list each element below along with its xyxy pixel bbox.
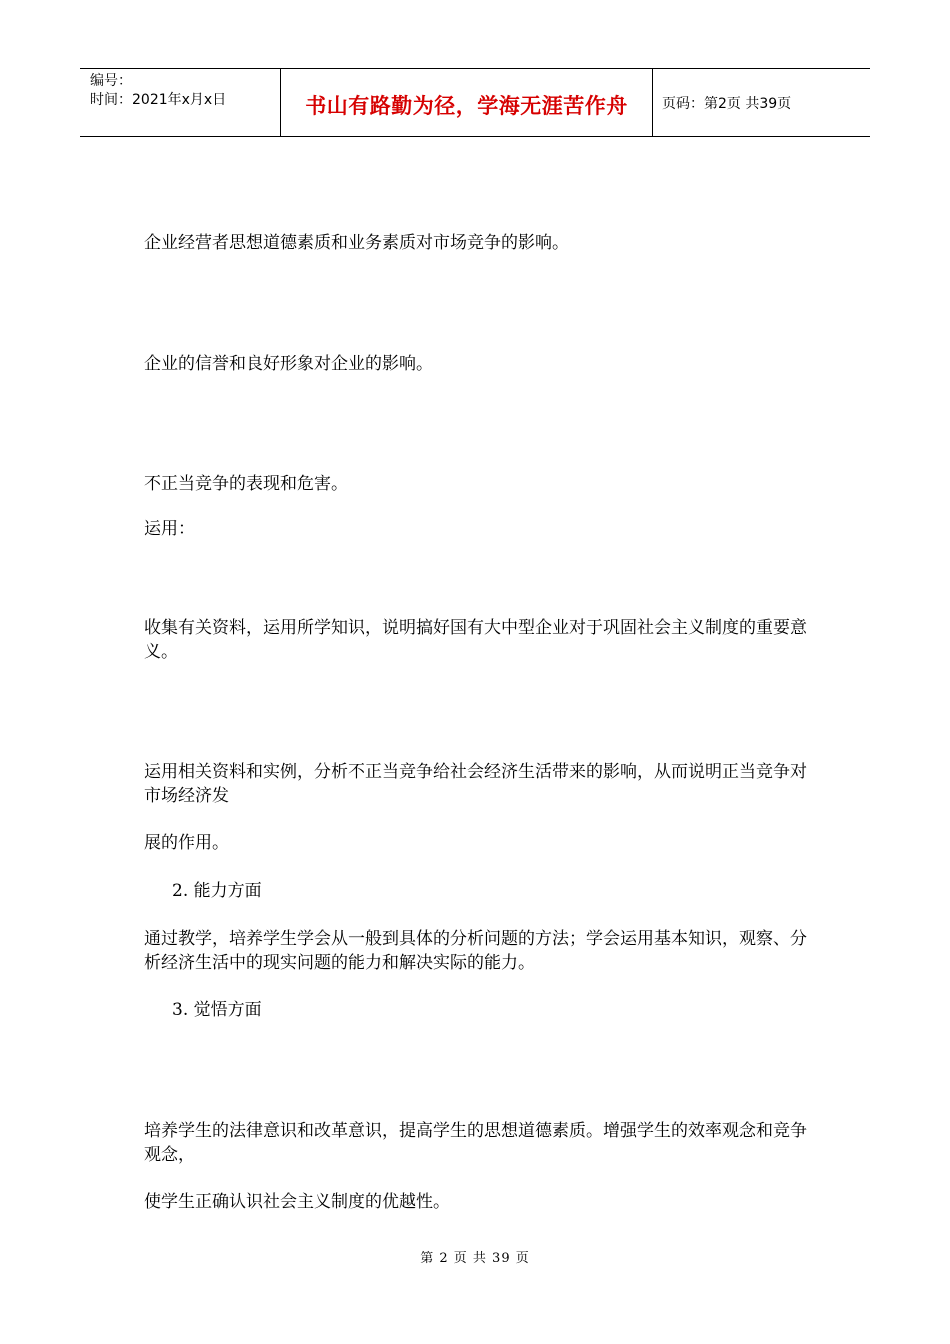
document-header [80, 68, 870, 137]
header-number-label: 编号： [90, 73, 132, 89]
header-meta-cell [80, 69, 281, 136]
paragraph: 使学生正确认识社会主义制度的优越性。 [144, 1192, 450, 1212]
header-page-info: 页码：第2页 共39页 [662, 95, 792, 112]
paragraph: 通过教学，培养学生学会从一般到具体的分析问题的方法；学会运用基本知识，观察、分析经济生活中的现实问题的能力和解决实际的能力。 [144, 929, 807, 973]
paragraph: 企业经营者思想道德素质和业务素质对市场竞争的影响。 [144, 233, 569, 253]
header-motto: 书山有路勤为径，学海无涯苦作舟 [305, 93, 628, 118]
paragraph: 不正当竞争的表现和危害。 [144, 474, 348, 494]
paragraph: 运用： [144, 519, 195, 539]
paragraph: 培养学生的法律意识和改革意识，提高学生的思想道德素质。增强学生的效率观念和竞争观念， [144, 1121, 807, 1165]
page-footer: 第 2 页 共 39 页 [420, 1251, 530, 1266]
paragraph: 收集有关资料，运用所学知识，说明搞好国有大中型企业对于巩固社会主义制度的重要意义。 [144, 618, 807, 662]
section-heading: 3. 觉悟方面 [172, 1000, 262, 1020]
header-motto-cell [281, 69, 653, 136]
paragraph: 企业的信誉和良好形象对企业的影响。 [144, 354, 433, 374]
section-heading: 2. 能力方面 [172, 881, 262, 901]
header-page-cell [653, 69, 870, 136]
paragraph: 运用相关资料和实例，分析不正当竞争给社会经济生活带来的影响，从而说明正当竞争对市场经济发 [144, 762, 807, 806]
paragraph: 展的作用。 [144, 833, 229, 853]
header-time-label: 时间：2021年x月x日 [90, 92, 227, 108]
